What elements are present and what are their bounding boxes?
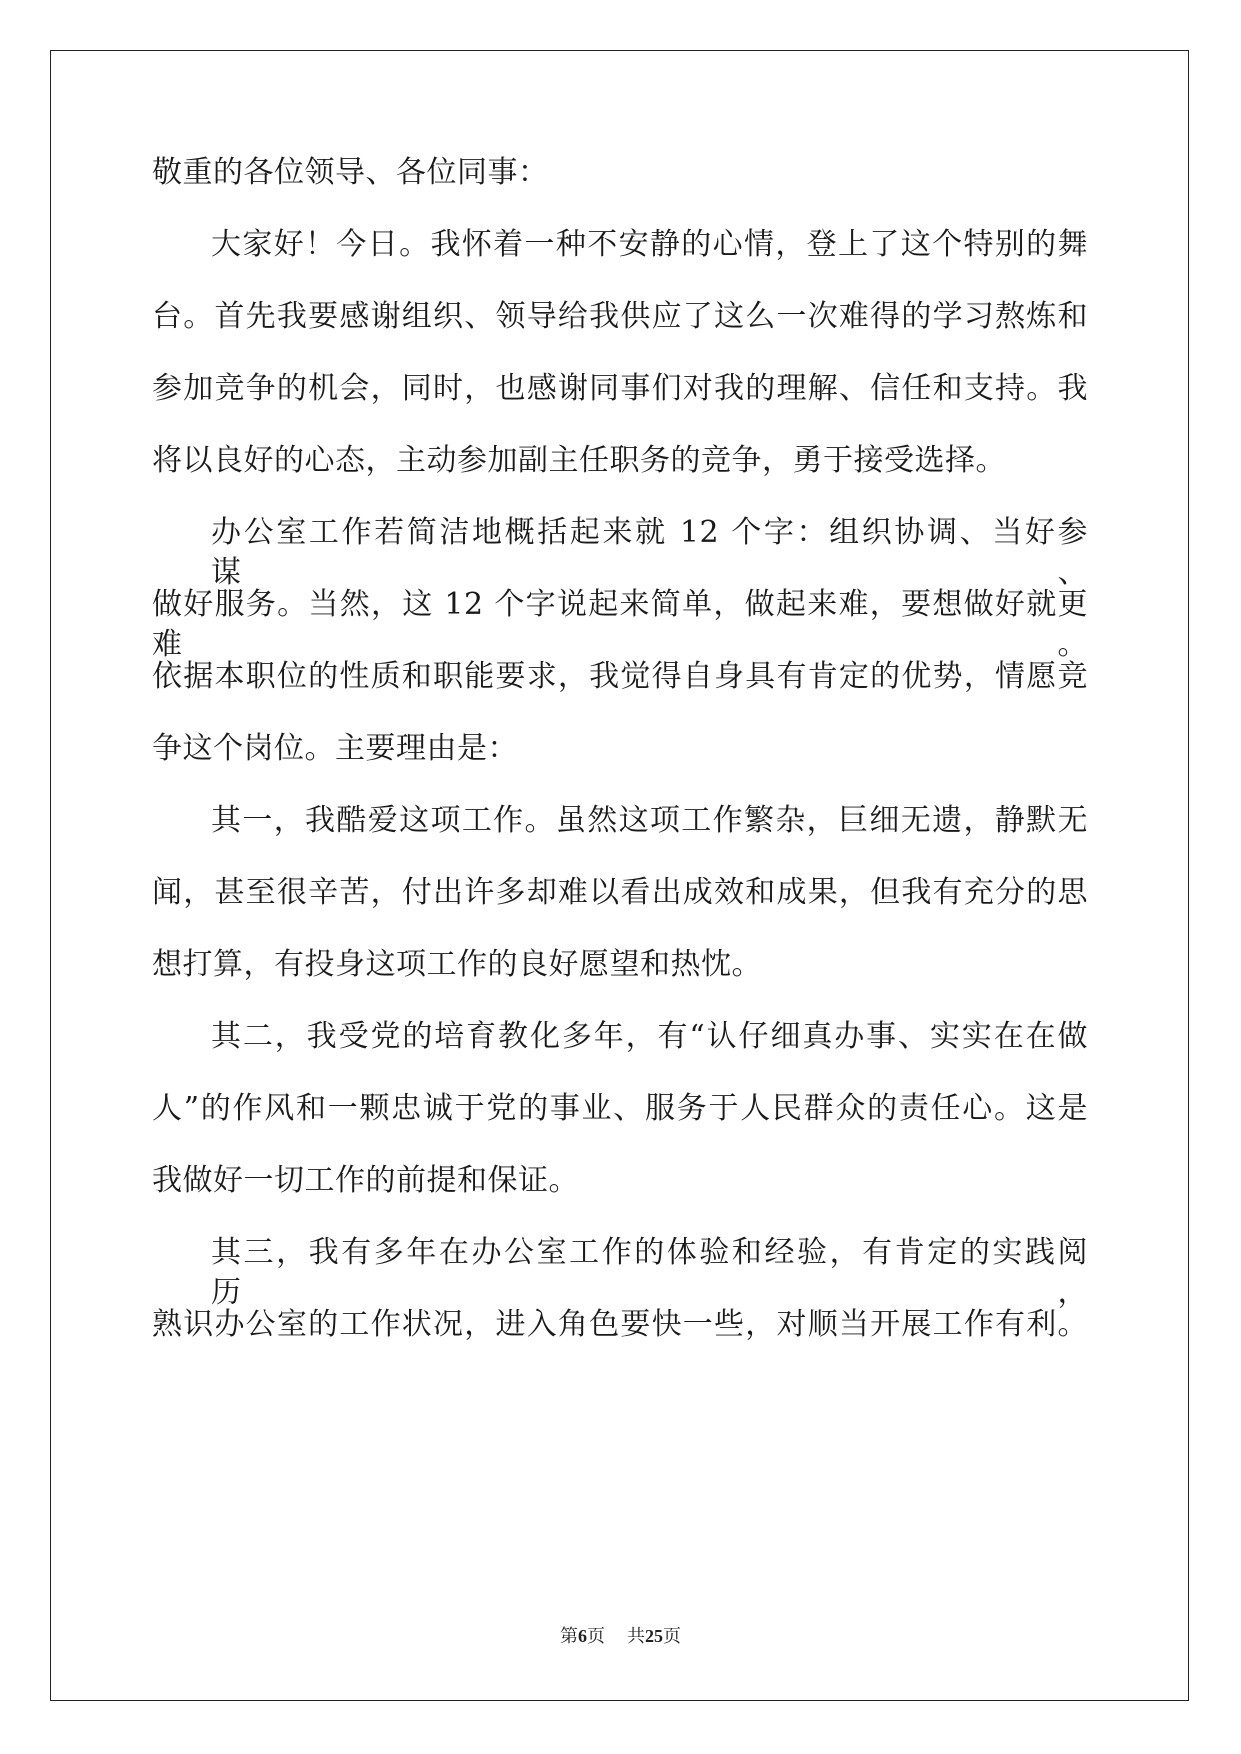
paragraph-line: 争这个岗位。主要理由是： [152, 731, 518, 766]
salutation-line: 敬重的各位领导、各位同事： [152, 155, 549, 190]
page-total: 25 [645, 1626, 663, 1646]
paragraph-line: 做好服务。当然，这 12 个字说起来简单，做起来难，要想做好就更难。 [152, 587, 1088, 662]
paragraph-line: 参加竞争的机会，同时，也感谢同事们对我的理解、信任和支持。我 [152, 371, 1088, 406]
paragraph-line: 其一，我酷爱这项工作。虽然这项工作繁杂，巨细无遗，静默无 [211, 803, 1088, 838]
paragraph-line: 依据本职位的性质和职能要求，我觉得自身具有肯定的优势，情愿竞 [152, 659, 1088, 694]
paragraph-line: 闻，甚至很辛苦，付出许多却难以看出成效和成果，但我有充分的思 [152, 875, 1088, 910]
total-unit: 页 [663, 1626, 681, 1647]
paragraph-line: 将以良好的心态，主动参加副主任职务的竞争，勇于接受选择。 [152, 443, 1006, 478]
paragraph-line: 熟识办公室的工作状况，进入角色要快一些，对顺当开展工作有利。 [152, 1307, 1088, 1342]
page-current: 6 [578, 1626, 587, 1646]
total-prefix: 共 [627, 1626, 645, 1647]
paragraph-line: 人”的作风和一颗忠诚于党的事业、服务于人民群众的责任心。这是 [152, 1091, 1088, 1126]
page-prefix: 第 [560, 1626, 578, 1647]
paragraph-line: 我做好一切工作的前提和保证。 [152, 1163, 579, 1198]
paragraph-line: 想打算，有投身这项工作的良好愿望和热忱。 [152, 947, 762, 982]
paragraph-line: 办公室工作若简洁地概括起来就 12 个字：组织协调、当好参谋、 [211, 515, 1088, 590]
page-footer [0, 1624, 1241, 1649]
paragraph-line: 大家好！今日。我怀着一种不安静的心情，登上了这个特别的舞 [211, 227, 1088, 262]
paragraph-line: 台。首先我要感谢组织、领导给我供应了这么一次难得的学习熬炼和 [152, 299, 1088, 334]
page-unit: 页 [587, 1626, 605, 1647]
paragraph-line: 其二，我受党的培育教化多年，有“认仔细真办事、实实在在做 [211, 1019, 1088, 1054]
paragraph-line: 其三，我有多年在办公室工作的体验和经验，有肯定的实践阅历， [211, 1235, 1088, 1310]
